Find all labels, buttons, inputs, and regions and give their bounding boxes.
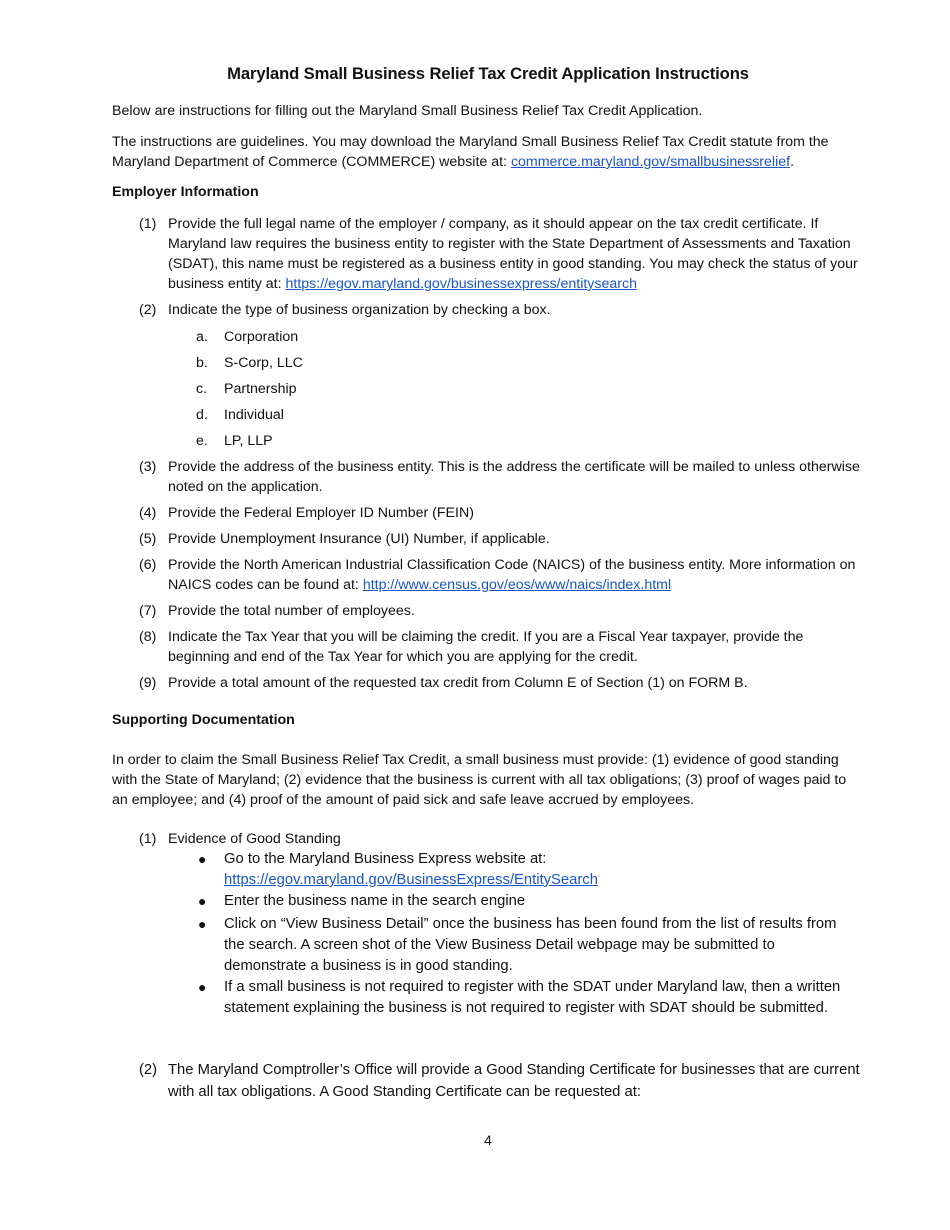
item-text: Provide the total number of employees. [168, 603, 415, 619]
intro-paragraph: Below are instructions for filling out the Maryland Small Business Relief Tax Credit Application. [112, 103, 703, 119]
guidelines-text: The instructions are guidelines. You may download the Maryland Small Business Relief Tax Credit statute from the Maryland Department of Commerce (COMMERCE) website at: [112, 134, 829, 170]
bullet-icon: ● [198, 916, 207, 932]
supporting-documentation-heading: Supporting Documentation [112, 712, 295, 728]
supporting-intro-paragraph: In order to claim the Small Business Relief Tax Credit, a small business must provide: (1) evidence of good standing with the State of Maryland; (2) evidence that the business is current with all tax obligations; (3) proof of wages paid to an employee; and (4) proof of the amount of paid sick and safe leave accrued by employees. [112, 752, 847, 808]
item-number: (6) [139, 557, 157, 573]
item-number: (5) [139, 531, 157, 547]
item-number: (1) [139, 831, 157, 847]
bullet-icon: ● [198, 979, 207, 995]
page-number: 4 [484, 1133, 492, 1149]
item-number: (7) [139, 603, 157, 619]
item-text: The Maryland Comptroller’s Office will provide a Good Standing Certificate for businesses that are current with all tax obligations. A Good Standing Certificate can be requested at: [168, 1062, 860, 1100]
item-number: (9) [139, 675, 157, 691]
bullet-icon: ● [198, 851, 207, 867]
document-page: Maryland Small Business Relief Tax Credit Application Instructions Below are instructions for filling out the Maryland Small Business Relief Tax Credit Application. The instructions are guidelines. You may download the Maryland Small Business Relief Tax Credit statute from the Maryland Department of Commerce (COMMERCE) website at: commerce.maryland.gov/smallbusinessrelief. Employer Information (1) Provide the full legal name of the employer / company, as it should appear on the tax credit certificate. If Maryland law requires the business entity to register with the State Department of Assessments and Taxation (SDAT), this name must be registered as a business entity in good standing. You may check the status of your business entity at: https://egov.maryland.gov/businessexpress/entitysearch (2) Indicate the type of business organization by checking a box. a. Corporation b. S-Corp, LLC c. Partnership d. Individual e. LP, LLP (3) Provide the address of the business entity. This is the address the certificate will be mailed to unless otherwise noted on the application. (4) Provide the Federal Employer ID Number (FEIN) (5) Provide Unemployment Insurance (UI) Number, if applicable. (6) Provide the North American Industrial Classification Code (NAICS) of the business entity. More information on NAICS codes can be found at: http://www.census.gov/eos/www/naics/index.html (7) Provide the total number of employees. (8) Indicate the Tax Year that you will be claiming the credit. If you are a Fiscal Year taxpayer, provide the beginning and end of the Tax Year for which you are applying for the credit. (9) Provide a total amount of the requested tax credit from Column E of Section (1) on FORM B. Supporting Documentation In order to claim the Small Business Relief Tax Credit, a small business must provide: (1) evidence of good standing with the State of Maryland; (2) evidence that the business is current with all tax obligations; (3) proof of wages paid to an employee; and (4) proof of the amount of paid sick and safe leave accrued by employees. (1) Evidence of Good Standing ● Go to the Maryland Business Express website at: https://egov.maryland.gov/BusinessExpress/EntitySearch ● Enter the business name in the search engine ● Click on “View Business Detail” once the business has been found from the list of results from the search. A screen shot of the View Business Detail webpage may be submitted to demonstrate a business is in good standing. ● If a small business is not required to register with the SDAT under Maryland law, then a written statement explaining the business is not required to register with SDAT should be submitted. (2) The Maryland Comptroller’s Office will provide a Good Standing Certificate for businesses that are current with all tax obligations. A Good Standing Certificate can be requested at: 4 [0, 0, 950, 1230]
item-number: (2) [139, 1062, 158, 1078]
item-label: Evidence of Good Standing [168, 831, 341, 847]
sdat-entity-search-link[interactable]: https://egov.maryland.gov/businessexpress/entitysearch [285, 276, 637, 292]
item-text: Indicate the type of business organization by checking a box. [168, 302, 551, 318]
page-title: Maryland Small Business Relief Tax Credit Application Instructions [227, 64, 749, 83]
item-text: Provide the North American Industrial Classification Code (NAICS) of the business entity. More information on NAICS codes can be found at: http://www.census.gov/eos/www/naics/index.html [168, 557, 856, 593]
employer-information-heading: Employer Information [112, 184, 259, 200]
item-text: Provide the Federal Employer ID Number (FEIN) [168, 505, 474, 521]
commerce-link[interactable]: commerce.maryland.gov/smallbusinessrelief [510, 154, 791, 170]
item-number: (4) [139, 505, 157, 521]
naics-link[interactable]: http://www.census.gov/eos/www/naics/index.html [362, 577, 672, 593]
item-text: Provide the full legal name of the employer / company, as it should appear on the tax credit certificate. If Maryland law requires the business entity to register with the State Department of Assessments and Taxation (SDAT), this name must be registered as a business entity in good standing. You may check the status of your business entity at: https://egov.maryland.gov/businessexpress/entitysearch [168, 216, 858, 292]
item-number: (8) [139, 629, 157, 645]
item-number: (3) [139, 459, 157, 475]
bullet-icon: ● [198, 893, 207, 909]
guidelines-period: . [790, 154, 795, 170]
item-number: (2) [139, 302, 157, 318]
business-express-link[interactable]: https://egov.maryland.gov/BusinessExpress/EntitySearch [224, 872, 598, 888]
item-text: Provide a total amount of the requested tax credit from Column E of Section (1) on FORM B. [168, 675, 748, 691]
item-text: Provide the address of the business entity. This is the address the certificate will be mailed to unless otherwise noted on the application. [168, 459, 860, 495]
item-text: Indicate the Tax Year that you will be claiming the credit. If you are a Fiscal Year taxpayer, provide the beginning and end of the Tax Year for which you are applying for the credit. [168, 629, 804, 665]
item-text: Provide Unemployment Insurance (UI) Number, if applicable. [168, 531, 550, 547]
guidelines-paragraph [112, 132, 864, 172]
item-number: (1) [139, 216, 157, 232]
